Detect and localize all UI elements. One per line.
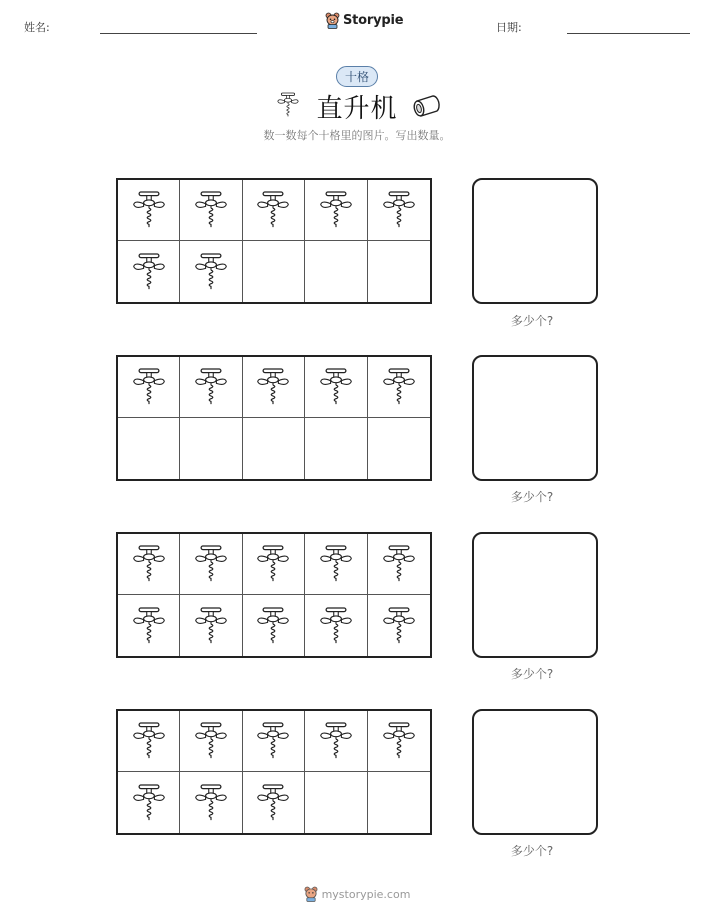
ten-frame-cell (305, 357, 367, 418)
helicopter-icon (255, 721, 291, 761)
ten-frame-cell (368, 595, 430, 656)
ten-frame-cell (180, 180, 242, 241)
date-label: 日期: (496, 21, 522, 34)
ten-frame-cell (243, 180, 305, 241)
helicopter-icon (381, 367, 417, 407)
helicopter-icon (381, 721, 417, 761)
helicopter-icon (193, 190, 229, 230)
ten-frame-cell (180, 534, 242, 595)
date-line (567, 33, 690, 34)
helicopter-icon (193, 367, 229, 407)
helicopter-icon (193, 783, 229, 823)
helicopter-icon (381, 190, 417, 230)
ten-frame-cell (243, 418, 305, 479)
ten-frame-badge: 十格 (336, 66, 378, 87)
ten-frame-cell (305, 534, 367, 595)
helicopter-icon (318, 606, 354, 646)
ten-frame-cell (305, 595, 367, 656)
helicopter-icon (131, 783, 167, 823)
brand-name: Storypie (343, 13, 404, 28)
helicopter-icon (318, 721, 354, 761)
ten-frame-cell (118, 241, 180, 302)
helicopter-icon (318, 367, 354, 407)
answer-prompt-4: 多少个? (510, 844, 554, 858)
answer-box-3[interactable] (472, 532, 598, 658)
ten-frame-2 (116, 355, 432, 481)
brand-logo (325, 12, 403, 29)
ten-frame-cell (180, 241, 242, 302)
helicopter-icon (193, 544, 229, 584)
helicopter-icon (131, 190, 167, 230)
helicopter-icon (318, 544, 354, 584)
helicopter-icon (131, 544, 167, 584)
name-line (100, 33, 257, 34)
answer-prompt-3: 多少个? (510, 667, 554, 681)
name-label: 姓名: (24, 21, 50, 34)
answer-prompt-1: 多少个? (510, 314, 554, 328)
ten-frame-cell (305, 241, 367, 302)
helicopter-icon (318, 190, 354, 230)
helicopter-icon (131, 721, 167, 761)
ten-frame-1 (116, 178, 432, 304)
ten-frame-cell (243, 534, 305, 595)
helicopter-icon (193, 252, 229, 292)
helicopter-icon (193, 606, 229, 646)
ten-frame-cell (368, 772, 430, 833)
ten-frame-cell (243, 357, 305, 418)
bear-mascot-icon (325, 12, 340, 29)
helicopter-icon (131, 606, 167, 646)
ten-frame-cell (180, 357, 242, 418)
helicopter-icon (131, 367, 167, 407)
page-title: 直升机 (316, 94, 398, 124)
ten-frame-cell (180, 418, 242, 479)
ten-frame-cell (243, 595, 305, 656)
ten-frame-cell (180, 772, 242, 833)
ten-frame-cell (368, 534, 430, 595)
helicopter-icon (255, 606, 291, 646)
ten-frame-cell (305, 418, 367, 479)
answer-box-2[interactable] (472, 355, 598, 481)
footer-site: mystorypie.com (321, 887, 411, 901)
answer-box-1[interactable] (472, 178, 598, 304)
ten-frame-cell (118, 772, 180, 833)
ten-frame-4 (116, 709, 432, 835)
helicopter-icon (255, 367, 291, 407)
ten-frame-cell (118, 180, 180, 241)
helicopter-icon (381, 544, 417, 584)
ten-frame-cell (305, 772, 367, 833)
ten-frame-cell (243, 772, 305, 833)
ten-frame-3 (116, 532, 432, 658)
ten-frame-cell (368, 180, 430, 241)
helicopter-icon (255, 190, 291, 230)
ten-frame-cell (118, 595, 180, 656)
bear-mascot-icon (304, 886, 318, 902)
ten-frame-cell (180, 711, 242, 772)
footer (0, 886, 714, 902)
helicopter-icon (255, 783, 291, 823)
ten-frame-cell (118, 357, 180, 418)
ten-frame-cell (368, 241, 430, 302)
ten-frame-cell (243, 241, 305, 302)
ten-frame-cell (305, 711, 367, 772)
ten-frame-cell (118, 418, 180, 479)
answer-prompt-2: 多少个? (510, 490, 554, 504)
ten-frame-cell (368, 711, 430, 772)
answer-box-4[interactable] (472, 709, 598, 835)
ten-frame-cell (118, 711, 180, 772)
ten-frame-cell (368, 357, 430, 418)
ten-frame-cell (243, 711, 305, 772)
ten-frame-cell (368, 418, 430, 479)
helicopter-icon (193, 721, 229, 761)
ten-frame-cell (180, 595, 242, 656)
ten-frame-cell (305, 180, 367, 241)
pipe-icon (410, 93, 442, 119)
helicopter-icon (255, 544, 291, 584)
helicopter-icon (381, 606, 417, 646)
ten-frame-cell (118, 534, 180, 595)
instructions: 数一数每个十格里的图片。写出数量。 (263, 129, 451, 142)
helicopter-icon (131, 252, 167, 292)
